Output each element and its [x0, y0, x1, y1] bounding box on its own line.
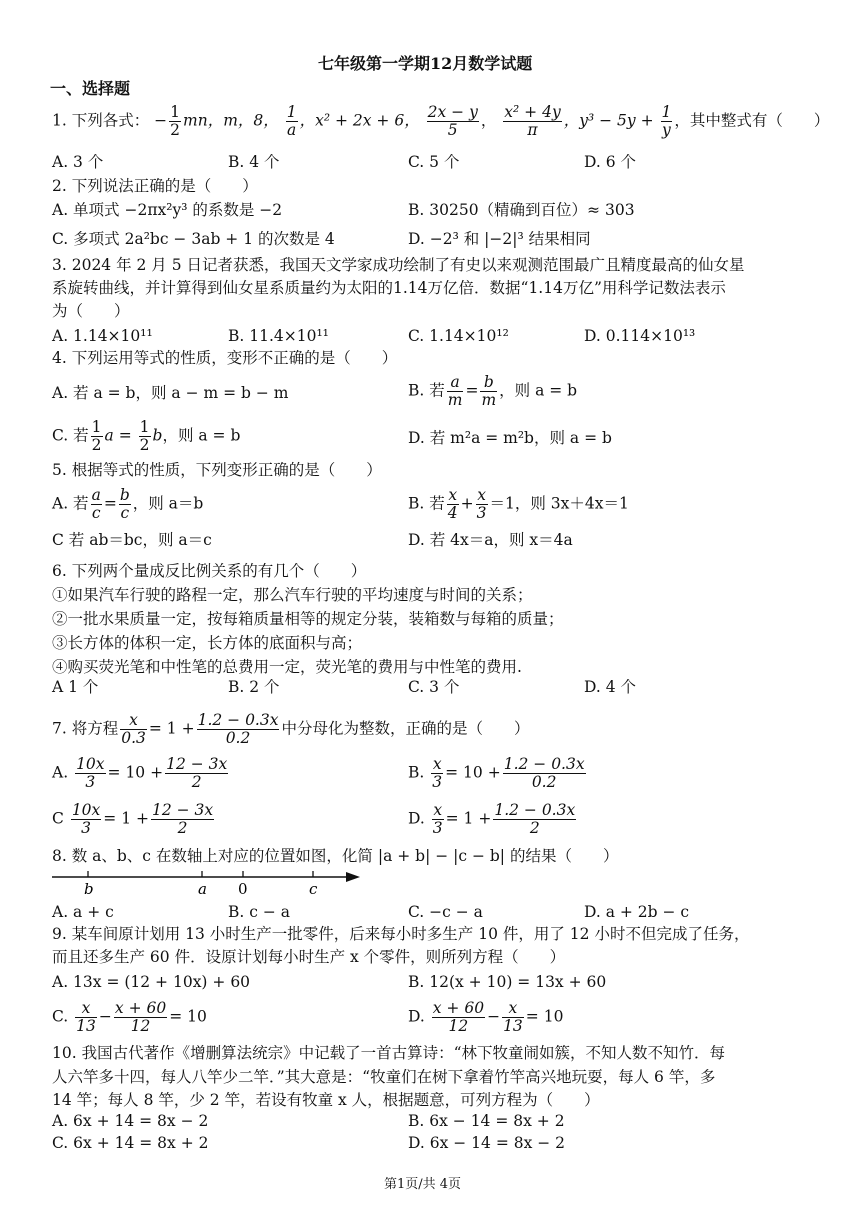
- q9-option-a: A. 13x = (12 + 10x) + 60: [52, 973, 251, 991]
- question-10-line-3: 14 竿；每人 8 竿，少 2 竿，若设有牧童 x 人，根据题意，可列方程为（ ）: [52, 1091, 600, 1109]
- q4-option-b: B. 若 $\frac{a}{m}$ = $\frac{b}{m}$ ，则 a = b: [408, 373, 578, 409]
- q4-option-c: C. 若 $\frac{1}{2}$ a = $\frac{1}{2}$ b，则 a = b: [52, 418, 241, 454]
- question-8: 8. 数 a、b、c 在数轴上对应的位置如图，化简 |a + b| − |c − b| 的结果（ ）: [52, 847, 619, 865]
- q2-option-c: C. 多项式 2a²bc − 3ab + 1 的次数是 4: [52, 230, 335, 248]
- q1-option-d: D. 6 个: [584, 153, 637, 171]
- question-2: 2. 下列说法正确的是（ ）: [52, 177, 258, 195]
- label-0: 0: [238, 880, 248, 898]
- q7-option-d: D. $\frac{x}{3}$ = 1 + $\frac{1.2 - 0.3x}{2}$: [408, 801, 576, 837]
- q1-option-b: B. 4 个: [228, 153, 280, 171]
- page-footer: 第1页/共 4页: [384, 1177, 462, 1192]
- q6-option-d: D. 4 个: [584, 678, 637, 696]
- q2-option-d: D. −2³ 和 |−2|³ 结果相同: [408, 230, 591, 248]
- q10-option-d: D. 6x − 14 = 8x − 2: [408, 1134, 566, 1152]
- number-line-arrow: [346, 872, 360, 882]
- q8-option-a: A. a + c: [52, 903, 114, 921]
- question-1: 1. 下列各式： − $\frac{1}{2}$ mn，m，8， $\frac{1}{a}$ ，x² + 2x + 6， $\frac{2x - y}{5}$ ， $\frac{\text{x² + 4y}}{\pi}$ ，y³ − 5y + $\frac{1}{y}$ ，其中整式有（ ）: [52, 103, 830, 139]
- q4-option-d: D. 若 m²a = m²b，则 a = b: [408, 429, 612, 447]
- q8-option-c: C. −c − a: [408, 903, 483, 921]
- q6-option-a: A 1 个: [52, 678, 99, 696]
- q5-option-d: D. 若 4x＝a，则 x＝4a: [408, 531, 573, 549]
- q9-option-d: D. $\frac{x + 60}{12}$ − $\frac{x}{13}$ = 10: [408, 999, 564, 1035]
- question-7: 7. 将方程 $\frac{x}{0.3}$ = 1 + $\frac{1.2 - 0.3x}{0.2}$ 中分母化为整数，正确的是（ ）: [52, 711, 530, 747]
- label-a: a: [198, 880, 207, 898]
- question-3-line-1: 3. 2024 年 2 月 5 日记者获悉，我国天文学家成功绘制了有史以来观测范围最广且精度最高的仙女星: [52, 256, 745, 274]
- question-9-line-1: 9. 某车间原计划用 13 小时生产一批零件，后来每小时多生产 10 件，用了 12 小时不但完成了任务，: [52, 925, 750, 943]
- q8-option-d: D. a + 2b − c: [584, 903, 690, 921]
- q3-option-c: C. 1.14×10¹²: [408, 327, 509, 345]
- section-heading: 一、选择题: [50, 79, 131, 98]
- q2-option-a: A. 单项式 −2πx²y³ 的系数是 −2: [52, 201, 283, 219]
- q7-option-b: B. $\frac{x}{3}$ = 10 + $\frac{1.2 - 0.3x}{0.2}$: [408, 755, 585, 791]
- q1-option-c: C. 5 个: [408, 153, 460, 171]
- question-10-line-2: 人六竿多十四，每人八竿少二竿．”其大意是：“牧童们在树下拿着竹竿高兴地玩耍，每人 6 竿，多: [52, 1068, 716, 1086]
- question-6: 6. 下列两个量成反比例关系的有几个（ ）: [52, 562, 367, 580]
- q6-option-c: C. 3 个: [408, 678, 460, 696]
- question-9-line-2: 而且还多生产 60 件．设原计划每小时生产 x 个零件，则所列方程（ ）: [52, 948, 566, 966]
- q6-option-b: B. 2 个: [228, 678, 280, 696]
- q7-option-c: C $\frac{10x}{3}$ = 1 + $\frac{12 - 3x}{2}$: [52, 801, 214, 837]
- q10-option-a: A. 6x + 14 = 8x − 2: [52, 1112, 209, 1130]
- q2-option-b: B. 30250（精确到百位）≈ 303: [408, 201, 635, 219]
- label-c: c: [309, 880, 318, 898]
- q5-option-c: C 若 ab＝bc，则 a＝c: [52, 531, 212, 549]
- q10-option-c: C. 6x + 14 = 8x + 2: [52, 1134, 209, 1152]
- q3-option-b: B. 11.4×10¹¹: [228, 327, 329, 345]
- q9-option-c: C. $\frac{x}{13}$ − $\frac{x + 60}{12}$ = 10: [52, 999, 207, 1035]
- q6-item-2: ②一批水果质量一定，按每箱质量相等的规定分装，装箱数与每箱的质量；: [52, 610, 564, 628]
- question-5: 5. 根据等式的性质，下列变形正确的是（ ）: [52, 461, 382, 479]
- page-title: 七年级第一学期12月数学试题: [318, 54, 533, 73]
- q6-item-1: ①如果汽车行驶的路程一定，那么汽车行驶的平均速度与时间的关系；: [52, 586, 533, 604]
- question-3-line-3: 为（ ）: [52, 302, 130, 320]
- q1-option-a: A. 3 个: [52, 153, 104, 171]
- q5-option-b: B. 若 $\frac{x}{4}$ + $\frac{x}{3}$ ＝1，则 3x＋4x＝1: [408, 486, 629, 522]
- q6-item-3: ③长方体的体积一定，长方体的底面积与高；: [52, 634, 363, 652]
- q10-option-b: B. 6x − 14 = 8x + 2: [408, 1112, 565, 1130]
- q3-option-d: D. 0.114×10¹³: [584, 327, 696, 345]
- question-3-line-2: 系旋转曲线，并计算得到仙女星系质量约为太阳的1.14万亿倍．数据“1.14万亿”用科学记数法表示: [52, 279, 726, 297]
- label-b: b: [84, 880, 94, 898]
- question-10-line-1: 10. 我国古代著作《增删算法统宗》中记载了一首古算诗：“林下牧童闹如簇，不知人数不知竹．每: [52, 1044, 726, 1062]
- q4-option-a: A. 若 a = b，则 a − m = b − m: [52, 384, 289, 402]
- q3-option-a: A. 1.14×10¹¹: [52, 327, 153, 345]
- q7-option-a: A. $\frac{10x}{3}$ = 10 + $\frac{12 - 3x}{2}$: [52, 755, 228, 791]
- q8-option-b: B. c − a: [228, 903, 291, 921]
- q9-option-b: B. 12(x + 10) = 13x + 60: [408, 973, 607, 991]
- q5-option-a: A. 若 $\frac{a}{c}$ = $\frac{b}{c}$ ，则 a＝b: [52, 486, 204, 522]
- number-line: [50, 868, 370, 900]
- question-4: 4. 下列运用等式的性质，变形不正确的是（ ）: [52, 349, 398, 367]
- q6-item-4: ④购买荧光笔和中性笔的总费用一定，荧光笔的费用与中性笔的费用.: [52, 658, 522, 676]
